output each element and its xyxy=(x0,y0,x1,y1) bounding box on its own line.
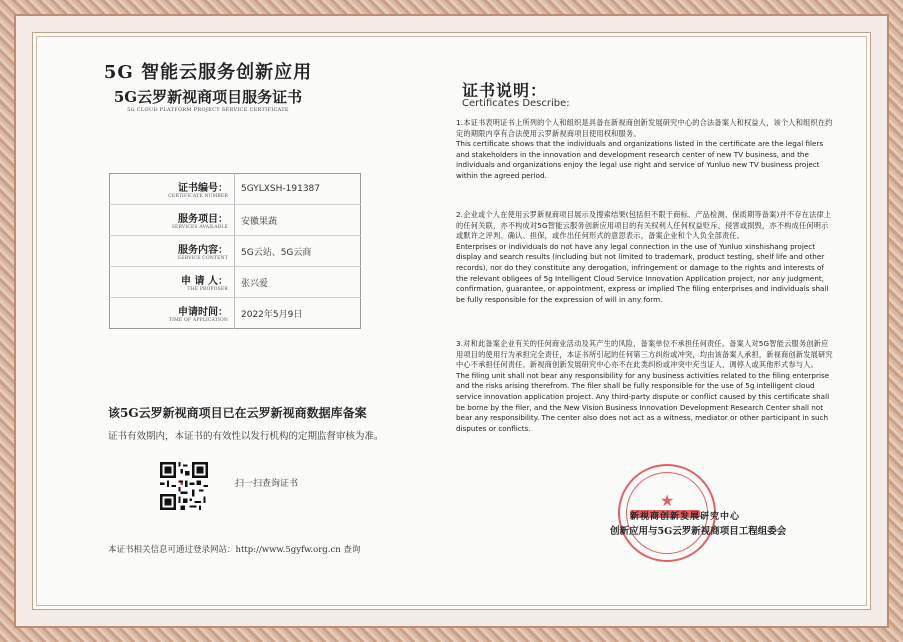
paragraph-en: The filing unit shall not bear any responsibility for any business activities related to the filing enterprise and the risks arising therefrom. The filer shall be fully responsible for the use of 5g intelligent cloud service innovation application project. Any third-party dispute or conflict caused by this certificate shall be borne by the filer, and the New Vision Business Innovation Development Research Center shall not bear any responsibility. The center also does not act as a witness, mediator or other participant in such disputes or conflicts. xyxy=(456,370,830,433)
paragraph-zh: 1.本证书表明证书上所列的个人和组织是具备在新视商创新发展研究中心的合法备案人和权益人，该个人和组织在约定的期限内享有合法使用云罗新视商项目使用权和服务。 xyxy=(456,118,833,138)
info-label xyxy=(110,267,235,298)
website-footer[interactable]: 本证书相关信息可通过登录网站：http://www.5gyfw.org.cn 查询 xyxy=(108,545,361,555)
service-item-value: 安徽果蔬 xyxy=(235,205,361,236)
description-paragraph-3 xyxy=(456,339,834,434)
proposer-value: 张兴爱 xyxy=(235,267,361,298)
info-label xyxy=(110,298,235,329)
paragraph-zh: 2.企业或个人在使用云罗新视商项目展示及搜索结果(包括但不限于商标、产品检测、保质期等备案)并不存在法律上的任何关联，亦不构成对5G智能云服务创新应用项目的有关权利人任何权益贬斥、侵害或损毁，亦不构成任何明示或默许之评判、确认、担保，或作出任何形式的意思表示，备案企业和个人负全部责任。 xyxy=(456,210,832,241)
description-paragraph-2 xyxy=(456,210,834,305)
paragraph-en: Enterprises or individuals do not have any legal connection in the use of Yunluo xinshishang project display and search results (including but not limited to trademark, product testing, shelf life and other records), nor do they constitute any derogation, infringement or damage to the rights and interests of the relevant obligees of 5g Intelligent Cloud Service Innovation Application project, nor any judgment, confirmation, guarantee, or appointment, express or implied The filing enterprises and individuals shall be fully responsible for the expression of will in any form. xyxy=(456,241,829,304)
certificate-title: 5G 智能云服务创新应用 xyxy=(103,62,313,83)
label-en: CERTIFICATE NUMBER xyxy=(168,194,228,199)
certificate-subtitle: 5G云罗新视商项目服务证书 xyxy=(113,88,303,106)
seal-star-icon: ★ xyxy=(660,493,675,510)
application-date-value: 2022年5月9日 xyxy=(241,309,303,320)
label-en: THE PROPOSER xyxy=(187,287,228,292)
label-en: TIME OF APPLICATION xyxy=(168,318,228,323)
info-row xyxy=(110,205,361,236)
certificate-title-en: 5G CLOUD PLATFORM PROJECT SERVICE CERTIFICATE xyxy=(127,107,289,113)
info-label xyxy=(110,205,235,236)
label-zh: 证书编号： xyxy=(178,183,228,194)
info-row xyxy=(110,298,361,329)
issuer-line-1: 新视商创新发展研究中心 xyxy=(630,512,741,522)
info-label xyxy=(110,174,235,205)
qr-code-icon[interactable] xyxy=(160,462,208,510)
label-zh: 申请时间： xyxy=(178,307,228,318)
certificate-number-value: 5GYLXSH-191387 xyxy=(235,174,361,205)
label-zh: 服务项目： xyxy=(178,214,228,225)
paragraph-zh: 3.对和此备案企业有关的任何商业活动及其产生的风险，备案单位不承担任何责任。备案人对5G智能云服务创新应用项目的使用行为承担完全责任，本证书所引起的任何第三方纠纷或冲突，均由该备案人承担，新视商创新发展研究中心不承担任何责任。新视商创新发展研究中心亦不在此类纠纷或冲突中充当证人、调停人或其他形式参与人。 xyxy=(456,339,833,370)
service-content-value: 5G云站、5G云商 xyxy=(235,236,361,267)
info-label xyxy=(110,236,235,267)
validity-note: 证书有效期内，本证书的有效性以发行机构的定期监督审核为准。 xyxy=(108,431,384,442)
issuer-line-2: 创新应用与5G云罗新视商项目工程组委会 xyxy=(610,526,787,537)
info-row xyxy=(110,236,361,267)
filing-statement: 该5G云罗新视商项目已在云罗新视商数据库备案 xyxy=(108,406,367,420)
paragraph-en: This certificate shows that the individuals and organizations listed in the certificate are the legal filers and stakeholders in the innovation and development research center of new TV business, and the individuals and organizations enjoy the legal use right and service of Yunluo new TV business project within the agreed period. xyxy=(456,139,824,180)
info-row xyxy=(110,174,361,205)
description-subtitle: Certificates Describe: xyxy=(462,98,570,109)
label-zh: 服务内容： xyxy=(178,245,228,256)
label-en: SERVICES AVAILABLE xyxy=(171,225,228,230)
info-row xyxy=(110,267,361,298)
label-zh: 申 请 人： xyxy=(181,276,228,287)
scan-to-verify-label: 扫一扫查询证书 xyxy=(235,479,299,489)
description-paragraph-1 xyxy=(456,118,834,182)
description-title: 证书说明： xyxy=(462,81,548,100)
label-en: SERVICE CONTENT xyxy=(177,256,228,261)
certificate-info-table xyxy=(109,173,361,329)
